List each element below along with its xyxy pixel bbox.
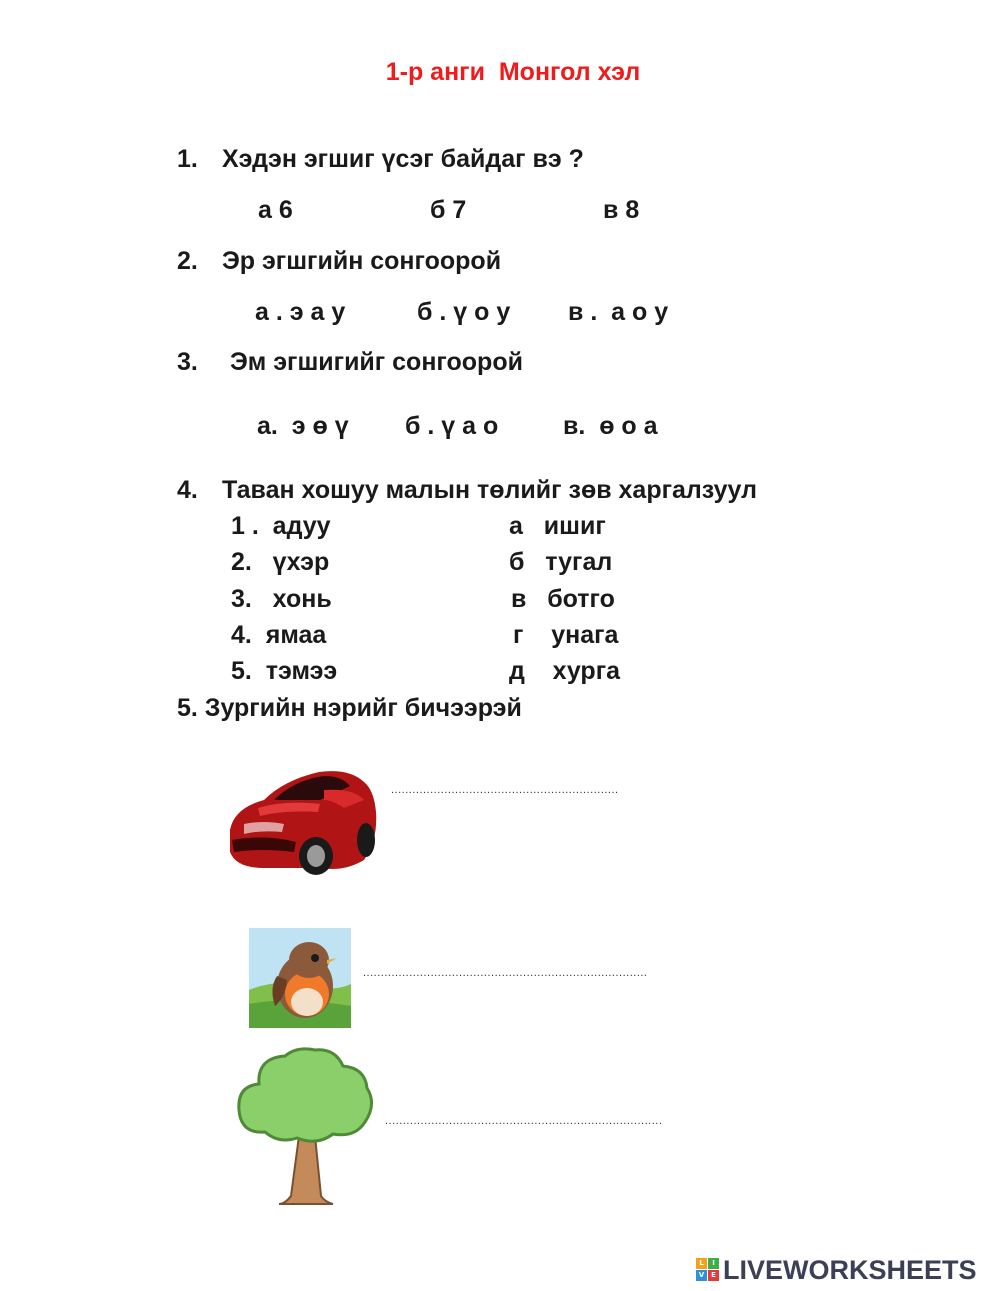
bird-picture [249, 928, 351, 1028]
q1-option-a: а 6 [258, 196, 293, 224]
question-3-text: Эм эгшигийг сонгоорой [230, 348, 523, 376]
q4-right-item-a: а ишиг [509, 512, 606, 540]
q1-option-c: в 8 [603, 196, 640, 224]
answer-line-tree[interactable]: .............................................................................. [385, 1115, 663, 1127]
question-2-number: 2. [177, 247, 198, 275]
q4-right-item-b: б тугал [509, 548, 613, 576]
q3-option-b: б . ү а о [405, 412, 499, 440]
q4-right-item-c: в ботго [511, 585, 615, 613]
question-1-number: 1. [177, 145, 198, 173]
answer-line-car[interactable]: ................................................................ [391, 784, 619, 796]
q3-option-c: в. ө о а [563, 412, 658, 440]
question-4-number: 4. [177, 476, 198, 504]
liveworksheets-logo [696, 1252, 977, 1288]
q4-left-item-4: 4. ямаа [231, 621, 327, 649]
q2-option-c: в . а о у [568, 298, 669, 326]
car-picture [224, 760, 380, 884]
q4-right-item-e: д хурга [509, 657, 621, 685]
tree-picture [235, 1046, 377, 1206]
page-title: 1-р анги Монгол хэл [385, 58, 641, 86]
question-2-text: Эр эгшгийн сонгоорой [222, 247, 502, 275]
q1-option-b: б 7 [430, 196, 467, 224]
answer-line-bird[interactable]: ................................................................................ [363, 967, 648, 979]
q4-left-item-2: 2. үхэр [231, 548, 330, 576]
q4-left-item-1: 1 . адуу [231, 512, 331, 540]
q4-left-item-3: 3. хонь [231, 585, 332, 613]
q2-option-b: б . ү о у [417, 298, 511, 326]
question-4-text: Таван хошуу малын төлийг зөв харгалзуул [222, 476, 757, 504]
q4-left-item-5: 5. тэмээ [231, 657, 338, 685]
question-1-text: Хэдэн эгшиг үсэг байдаг вэ ? [222, 145, 584, 173]
question-5-text: 5. Зургийн нэрийг бичээрэй [177, 694, 522, 722]
q3-option-a: а. э ө ү [257, 412, 349, 440]
q2-option-a: а . э а у [255, 298, 346, 326]
question-3-number: 3. [177, 348, 198, 376]
q4-right-item-d: г унага [513, 621, 619, 649]
liveworksheets-logo-icon: L I V E [696, 1258, 720, 1282]
liveworksheets-logo-text: LIVEWORKSHEETS [723, 1254, 977, 1285]
